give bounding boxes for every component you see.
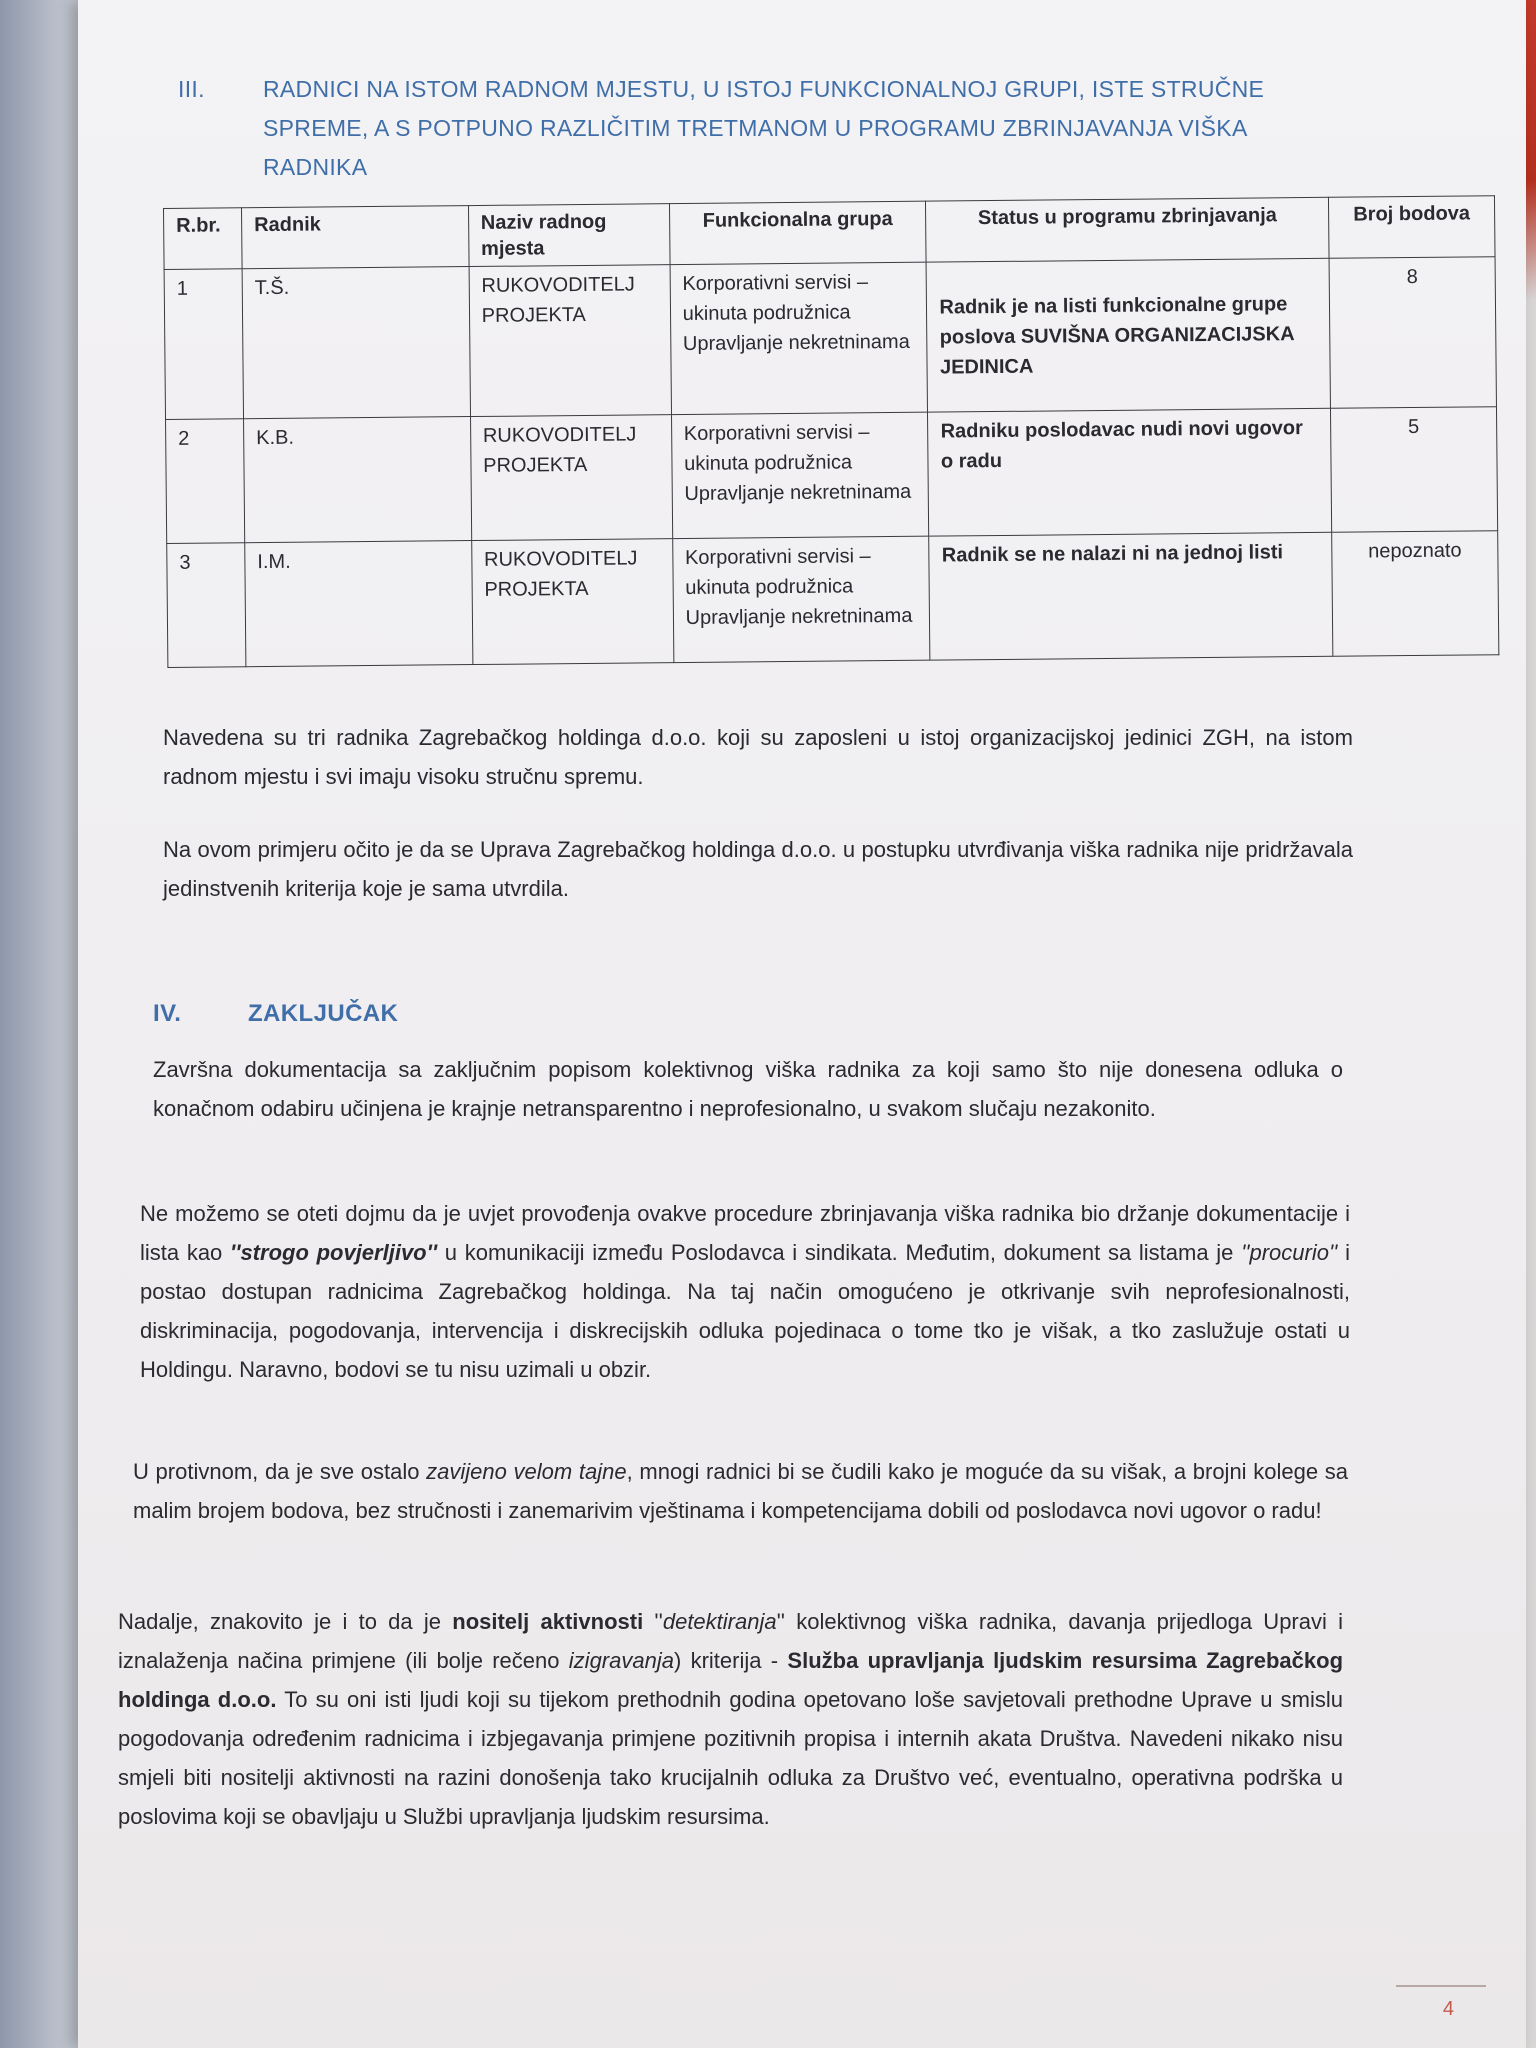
- cell-radnik: I.M.: [245, 541, 473, 667]
- cell-bodovi: 8: [1329, 257, 1496, 409]
- emphasis-zavijeno-velom-tajne: zavijeno velom tajne: [426, 1459, 627, 1484]
- section-3-heading: [178, 70, 1328, 187]
- section-4-number: IV.: [153, 1000, 182, 1027]
- header-funkcionalna-grupa: Funkcionalna grupa: [669, 201, 926, 264]
- cell-grupa: Korporativni servisi – ukinuta podružnica Upravljanje nekretninama: [670, 262, 928, 414]
- cell-status: Radnik je na listi funkcionalne grupe poslova SUVIŠNA ORGANIZACIJSKA JEDINICA: [927, 258, 1331, 412]
- intro-paragraph-1: Navedena su tri radnika Zagrebačkog holdinga d.o.o. koji su zaposleni u istoj organizacijskoj jedinici ZGH, na istom radnom mjestu i svi imaju visoku stručnu spremu.: [163, 725, 1353, 789]
- cell-radnik: T.Š.: [242, 267, 470, 419]
- cell-rbr: 2: [166, 419, 245, 544]
- table-row: [167, 531, 1499, 668]
- cell-grupa: Korporativni servisi – ukinuta podružnica Upravljanje nekretninama: [672, 536, 930, 662]
- conclusion-paragraph-3: [133, 1452, 1348, 1530]
- text-run: '': [643, 1609, 663, 1634]
- header-broj-bodova: Broj bodova: [1329, 196, 1496, 259]
- document-page: [78, 0, 1526, 2048]
- emphasis-detektiranja: detektiranja: [662, 1609, 777, 1634]
- cell-rbr: 1: [164, 269, 243, 420]
- text-run: Nadalje, znakovito je i to da je: [118, 1609, 453, 1634]
- section-3-number: III.: [178, 76, 205, 102]
- conclusion-paragraph-4: [118, 1602, 1343, 1836]
- cell-status: Radniku poslodavac nudi novi ugovor o radu: [928, 408, 1332, 536]
- cell-mjesto: RUKOVODITELJ PROJEKTA: [469, 265, 671, 417]
- intro-paragraph-2: Na ovom primjeru očito je da se Uprava Zagrebačkog holdinga d.o.o. u postupku utvrđivanja viška radnika nije pridržavala jedinstvenih kriterija koje je sama utvrdila.: [163, 837, 1353, 901]
- text-run: '' kolektivnog viška radnika, davanja prijedloga Upravi i iznalaženja načina primjene (ili bolje rečeno: [118, 1609, 1344, 1673]
- emphasis-strogo-povjerljivo: ''strogo povjerljivo'': [229, 1240, 438, 1265]
- text-run: , mnogi radnici bi se čudili kako je moguće da su višak, a brojni kolege sa malim brojem bodova, bez stručnosti i zanemarivim vještinama i kompetencijama dobili od poslodavca novi ugovor o radu!: [133, 1459, 1348, 1523]
- section-4-title: ZAKLJUČAK: [248, 1000, 399, 1027]
- cell-bodovi: nepoznato: [1332, 531, 1499, 657]
- cell-radnik: K.B.: [243, 417, 471, 543]
- emphasis-nositelj-aktivnosti: nositelj aktivnosti: [452, 1609, 644, 1634]
- emphasis-sluzba: Služba upravljanja ljudskim resursima Zagrebačkog holdinga d.o.o.: [118, 1648, 1344, 1712]
- page-number: 4: [1442, 1998, 1454, 2020]
- text-run: i postao dostupan radnicima Zagrebačkog holdinga. Na taj način omogućeno je otkrivanje svih neprofesionalnosti, diskriminacija, pogodovanja, intervencija i diskrecijskih odluka pojedinaca o tome tko je višak, a tko zaslužuje ostati u Holdingu. Naravno, bodovi se tu nisu uzimali u obzir.: [140, 1240, 1350, 1382]
- section-3-title: RADNICI NA ISTOM RADNOM MJESTU, U ISTOJ FUNKCIONALNOJ GRUPI, ISTE STRUČNE SPREME, A S POTPUNO RAZLIČITIM TRETMANOM U PROGRAMU ZBRINJAVANJA VIŠKA RADNIKA: [263, 76, 1265, 180]
- cell-grupa: Korporativni servisi – ukinuta podružnica Upravljanje nekretninama: [671, 412, 929, 538]
- section-4-heading: [153, 1000, 398, 1028]
- emphasis-izigravanja: izigravanja: [568, 1648, 674, 1673]
- text-run: Ne možemo se oteti dojmu da je uvjet provođenja ovakve procedure zbrinjavanja viška radnika bio držanje dokumentacije i lista kao: [140, 1201, 1350, 1265]
- text-run: To su oni isti ljudi koji su tijekom prethodnih godina opetovano loše savjetovali prethodne Uprave u smislu pogodovanja određenim radnicima i izbjegavanja primjene pozitivnih propisa i internih akata Društva. Navedeni nikako nisu smjeli biti nositelji aktivnosti na razini donošenja tako krucijalnih odluka za Društvo već, eventualno, operativna podrška u poslovima koji se obavljaju u Službi upravljanja ljudskim resursima.: [118, 1687, 1343, 1829]
- cell-bodovi: 5: [1331, 407, 1498, 533]
- cell-mjesto: RUKOVODITELJ PROJEKTA: [470, 415, 672, 541]
- cell-mjesto: RUKOVODITELJ PROJEKTA: [471, 539, 673, 665]
- workers-table: [163, 195, 1499, 668]
- conclusion-paragraph-2: [140, 1194, 1350, 1389]
- cell-status: Radnik se ne nalazi ni na jednoj listi: [929, 532, 1333, 660]
- header-rbr: R.br.: [164, 208, 243, 270]
- text-run: u komunikaciji između Poslodavca i sindikata. Međutim, dokument sa listama je: [437, 1240, 1242, 1265]
- emphasis-procurio: ''procurio'': [1241, 1240, 1338, 1265]
- table-row: [166, 407, 1498, 544]
- text-run: ) kriterija -: [673, 1648, 788, 1673]
- header-radnik: Radnik: [241, 206, 468, 269]
- footer-divider: [1396, 1985, 1486, 1987]
- conclusion-paragraph-1: Završna dokumentacija sa zaključnim popisom kolektivnog viška radnika za koji samo što nije donesena odluka o konačnom odabiru učinjena je krajnje netransparentno i neprofesionalno, u svakom slučaju nezakonito.: [153, 1057, 1343, 1121]
- header-naziv-radnog-mjesta: Naziv radnog mjesta: [468, 204, 670, 267]
- cell-rbr: 3: [167, 543, 246, 668]
- table-row: [164, 257, 1496, 420]
- header-status: Status u programu zbrinjavanja: [926, 197, 1329, 262]
- text-run: U protivnom, da je sve ostalo: [133, 1459, 427, 1484]
